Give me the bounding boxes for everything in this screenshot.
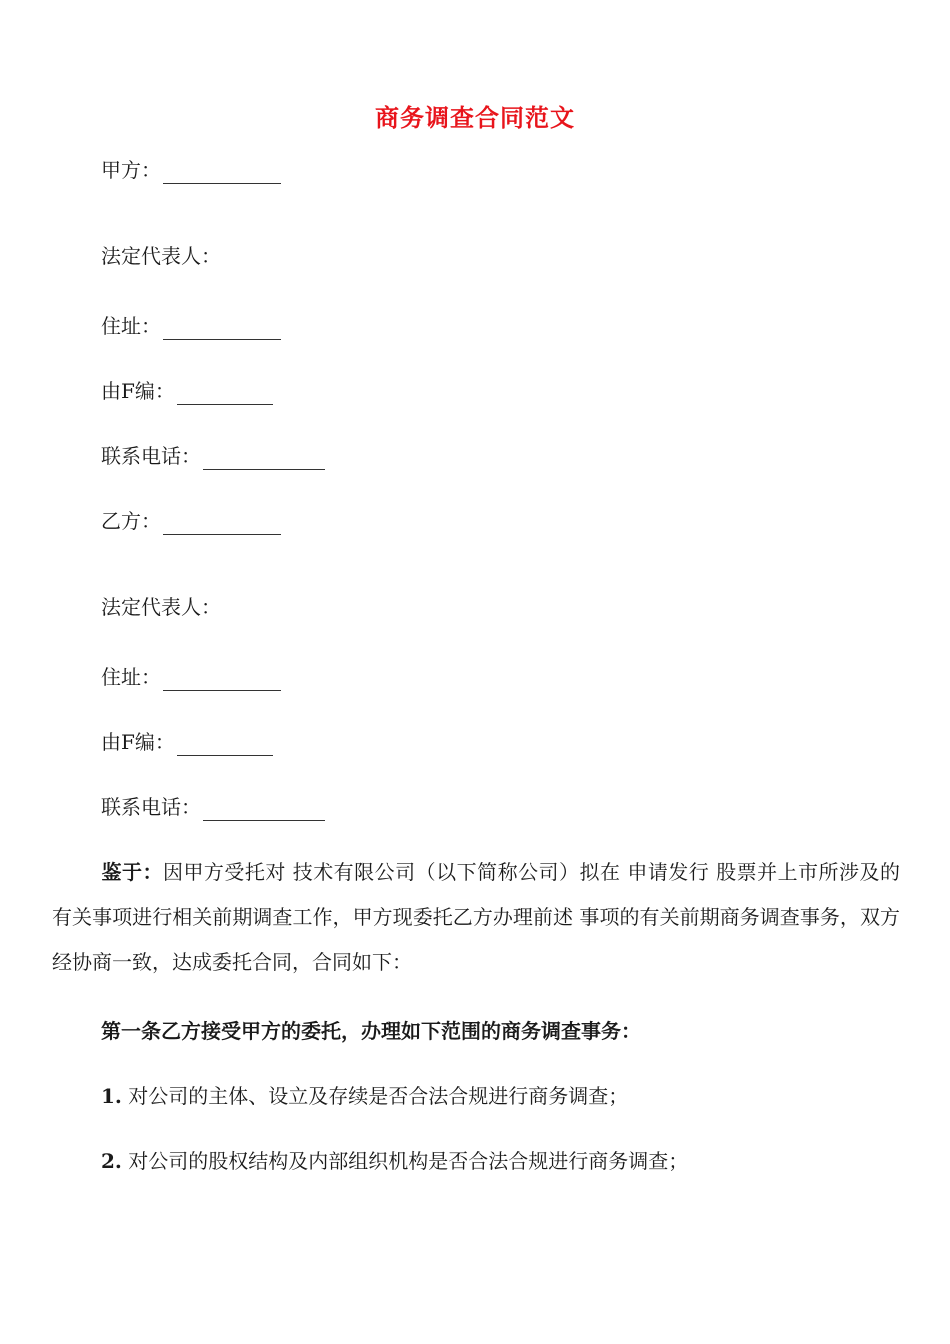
party-a-address-label: 住址： [101,314,161,338]
party-b-phone-field [101,793,325,821]
party-b-postcode-field [101,728,273,756]
party-a-field [101,156,281,184]
party-b-rep-label: 法定代表人： [101,595,221,619]
article-1-item [101,1082,628,1110]
party-a-postcode-field [101,377,273,405]
recital-lead: 鉴于： [101,860,163,884]
item-text: 对公司的股权结构及内部组织机构是否合法合规进行商务调查； [128,1149,689,1173]
article-1-heading: 第一条乙方接受甲方的委托，办理如下范围的商务调查事务： [101,1019,641,1043]
party-b-address-label: 住址： [101,665,161,689]
party-b-blank [163,512,281,535]
party-a-postcode-label: 由F编： [101,379,175,403]
party-b-rep-field [101,593,221,621]
party-b-address-field [101,663,281,691]
party-a-rep-label: 法定代表人： [101,244,221,268]
party-b-field [101,507,281,535]
party-b-phone-label: 联系电话： [101,795,201,819]
party-a-phone-blank [203,447,325,470]
party-a-label: 甲方： [101,158,161,182]
party-a-address-field [101,312,281,340]
item-number: 1. [101,1084,122,1108]
item-text: 对公司的主体、设立及存续是否合法合规进行商务调查； [128,1084,629,1108]
party-a-postcode-blank [177,382,273,405]
party-b-postcode-label: 由F编： [101,730,175,754]
party-a-address-blank [163,317,281,340]
party-b-address-blank [163,668,281,691]
document-title: 商务调查合同范文 [375,103,575,132]
party-a-rep-field [101,242,221,270]
party-b-phone-blank [203,798,325,821]
recital-paragraph [52,850,900,985]
article-1-item [101,1147,688,1175]
party-a-phone-label: 联系电话： [101,444,201,468]
party-a-blank [163,161,281,184]
recital-text: 因甲方受托对 技术有限公司（以下简称公司）拟在 申请发行 股票并上市所涉及的有关事项进行相关前期调查工作，甲方现委托乙方办理前述 事项的有关前期商务调查事务，双方经协商一致，达成委托合同，合同如下： [52,860,901,974]
party-b-label: 乙方： [101,509,161,533]
party-a-phone-field [101,442,325,470]
party-b-postcode-blank [177,733,273,756]
item-number: 2. [101,1149,122,1173]
